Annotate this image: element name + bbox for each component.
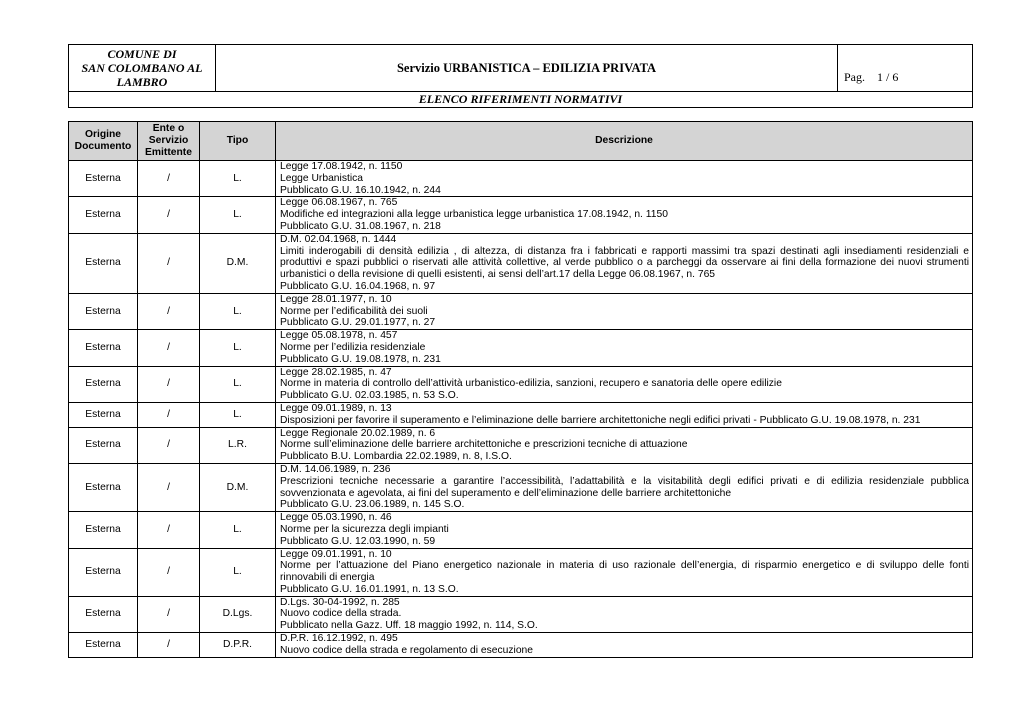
column-header-origine: Origine Documento: [69, 122, 138, 161]
origine-cell: Esterna: [69, 402, 138, 427]
ente-cell: /: [138, 427, 200, 463]
descrizione-line: Legge Regionale 20.02.1989, n. 6: [280, 427, 436, 439]
page-number-cell: [838, 45, 973, 92]
ente-cell: /: [138, 548, 200, 596]
table-row: [69, 427, 973, 463]
origine-cell: Esterna: [69, 596, 138, 632]
tipo-cell: D.M.: [200, 233, 276, 293]
tipo-cell: L.: [200, 293, 276, 329]
origine-cell: Esterna: [69, 512, 138, 548]
origine-cell: Esterna: [69, 633, 138, 658]
tipo-cell: L.: [200, 330, 276, 366]
comune-cell: [69, 45, 216, 92]
comune-line: COMUNE DI: [107, 47, 177, 61]
servizio-title: Servizio URBANISTICA – EDILIZIA PRIVATA: [216, 45, 838, 92]
descrizione-cell: [276, 512, 973, 548]
descrizione-line: Pubblicato G.U. 16.10.1942, n. 244: [280, 184, 441, 196]
descrizione-line: Nuovo codice della strada e regolamento di esecuzione: [280, 644, 534, 656]
descrizione-line: Limiti inderogabili di densità edilizia , di altezza, di distanza fra i fabbricati e rapporti massimi tra spazi destinati agli insediamenti residenziali e produttivi e spazi pubblici o riservati alle attività collettive, al verde pubblico o a parcheggi da osservare ai fini della formazione dei nuovi strumenti urbanistici o della revisione di quelli esistenti, ai sensi dell’art.17 della Legge 06.08.1967, n. 765: [280, 245, 969, 281]
ente-cell: /: [138, 402, 200, 427]
tipo-cell: L.: [200, 366, 276, 402]
page-label: Pag.: [844, 70, 865, 84]
table-row: [69, 366, 973, 402]
origine-cell: Esterna: [69, 293, 138, 329]
origine-cell: Esterna: [69, 233, 138, 293]
descrizione-cell: [276, 402, 973, 427]
descrizione-line: Norme per l’edilizia residenziale: [280, 341, 426, 353]
descrizione-line: Pubblicato nella Gazz. Uff. 18 maggio 1992, n. 114, S.O.: [280, 620, 538, 632]
descrizione-line: Modifiche ed integrazioni alla legge urbanistica legge urbanistica 17.08.1942, n. 1150: [280, 209, 668, 221]
table-row: [69, 293, 973, 329]
descrizione-line: D.M. 14.06.1989, n. 236: [280, 463, 391, 475]
table-row: [69, 233, 973, 293]
table-header-row: [69, 122, 973, 161]
descrizione-line: D.Lgs. 30-04-1992, n. 285: [280, 596, 400, 608]
table-row: [69, 463, 973, 511]
tipo-cell: L.R.: [200, 427, 276, 463]
origine-cell: Esterna: [69, 463, 138, 511]
descrizione-cell: [276, 293, 973, 329]
descrizione-line: Legge 17.08.1942, n. 1150: [280, 161, 403, 172]
origine-cell: Esterna: [69, 330, 138, 366]
tipo-cell: L.: [200, 161, 276, 197]
descrizione-line: Pubblicato G.U. 29.01.1977, n. 27: [280, 317, 436, 329]
ente-cell: /: [138, 233, 200, 293]
table-row: [69, 197, 973, 233]
descrizione-cell: [276, 548, 973, 596]
table-row: [69, 596, 973, 632]
table-row: [69, 512, 973, 548]
document-header: [68, 44, 973, 108]
ente-cell: /: [138, 596, 200, 632]
descrizione-line: Legge 05.08.1978, n. 457: [280, 330, 398, 342]
descrizione-line: Legge 28.01.1977, n. 10: [280, 293, 392, 305]
table-row: [69, 548, 973, 596]
descrizione-cell: [276, 633, 973, 658]
descrizione-line: Legge 05.03.1990, n. 46: [280, 512, 392, 524]
comune-line: LAMBRO: [116, 75, 168, 89]
descrizione-line: Pubblicato G.U. 31.08.1967, n. 218: [280, 220, 441, 232]
page-number: 1 / 6: [877, 70, 899, 84]
descrizione-line: D.M. 02.04.1968, n. 1444: [280, 233, 397, 245]
column-header-descrizione: Descrizione: [276, 122, 973, 161]
descrizione-line: Legge 06.08.1967, n. 765: [280, 197, 398, 209]
tipo-cell: D.Lgs.: [200, 596, 276, 632]
ente-cell: /: [138, 161, 200, 197]
ente-cell: /: [138, 512, 200, 548]
ente-cell: /: [138, 197, 200, 233]
tipo-cell: D.P.R.: [200, 633, 276, 658]
descrizione-cell: [276, 197, 973, 233]
descrizione-cell: [276, 161, 973, 197]
ente-cell: /: [138, 330, 200, 366]
descrizione-line: Pubblicato G.U. 23.06.1989, n. 145 S.O.: [280, 499, 465, 511]
tipo-cell: L.: [200, 548, 276, 596]
descrizione-line: Disposizioni per favorire il superamento e l’eliminazione delle barriere architettoniche negli edifici privati - Pubblicato G.U. 19.08.1978, n. 231: [280, 414, 921, 426]
descrizione-line: Legge 09.01.1991, n. 10: [280, 548, 392, 560]
ente-cell: /: [138, 366, 200, 402]
document-title: ELENCO RIFERIMENTI NORMATIVI: [69, 92, 973, 108]
references-table: [68, 121, 973, 658]
tipo-cell: L.: [200, 197, 276, 233]
comune-line: SAN COLOMBANO AL: [81, 61, 203, 75]
descrizione-cell: [276, 463, 973, 511]
descrizione-line: Legge 28.02.1985, n. 47: [280, 366, 392, 378]
descrizione-line: Norme in materia di controllo dell’attività urbanistico-edilizia, sanzioni, recupero e sanatoria delle opere edilizie: [280, 378, 782, 390]
descrizione-cell: [276, 330, 973, 366]
origine-cell: Esterna: [69, 548, 138, 596]
ente-cell: /: [138, 633, 200, 658]
tipo-cell: L.: [200, 512, 276, 548]
descrizione-cell: [276, 366, 973, 402]
origine-cell: Esterna: [69, 366, 138, 402]
origine-cell: Esterna: [69, 427, 138, 463]
descrizione-line: Pubblicato G.U. 16.01.1991, n. 13 S.O.: [280, 583, 459, 595]
descrizione-cell: [276, 233, 973, 293]
table-row: [69, 330, 973, 366]
table-row: [69, 161, 973, 197]
origine-cell: Esterna: [69, 161, 138, 197]
descrizione-line: Norme per la sicurezza degli impianti: [280, 523, 449, 535]
descrizione-line: Norme per l’attuazione del Piano energetico nazionale in materia di uso razionale dell’energia, di risparmio energetico e di sviluppo delle fonti rinnovabili di energia: [280, 560, 969, 584]
descrizione-line: Pubblicato G.U. 19.08.1978, n. 231: [280, 353, 441, 365]
column-header-ente: Ente o Servizio Emittente: [138, 122, 200, 161]
column-header-tipo: Tipo: [200, 122, 276, 161]
descrizione-line: D.P.R. 16.12.1992, n. 495: [280, 633, 398, 645]
descrizione-line: Nuovo codice della strada.: [280, 608, 402, 620]
descrizione-line: Pubblicato G.U. 16.04.1968, n. 97: [280, 280, 436, 292]
table-row: [69, 633, 973, 658]
tipo-cell: D.M.: [200, 463, 276, 511]
descrizione-cell: [276, 427, 973, 463]
table-row: [69, 402, 973, 427]
tipo-cell: L.: [200, 402, 276, 427]
descrizione-line: Legge Urbanistica: [280, 172, 363, 184]
descrizione-line: Pubblicato G.U. 12.03.1990, n. 59: [280, 535, 436, 547]
descrizione-cell: [276, 596, 973, 632]
origine-cell: Esterna: [69, 197, 138, 233]
ente-cell: /: [138, 293, 200, 329]
descrizione-line: Pubblicato G.U. 02.03.1985, n. 53 S.O.: [280, 390, 459, 402]
descrizione-line: Pubblicato B.U. Lombardia 22.02.1989, n. 8, I.S.O.: [280, 451, 512, 463]
descrizione-line: Prescrizioni tecniche necessarie a garantire l’accessibilità, l’adattabilità e la visitabilità degli edifici privati e di edilizia residenziale pubblica sovvenzionata e agevolata, ai fini del superamento e dell’eliminazione delle barriere architettoniche: [280, 475, 969, 499]
descrizione-line: Legge 09.01.1989, n. 13: [280, 402, 392, 414]
descrizione-line: Norme sull’eliminazione delle barriere architettoniche e prescrizioni tecniche di attuazione: [280, 439, 688, 451]
descrizione-line: Norme per l’edificabilità dei suoli: [280, 305, 428, 317]
ente-cell: /: [138, 463, 200, 511]
